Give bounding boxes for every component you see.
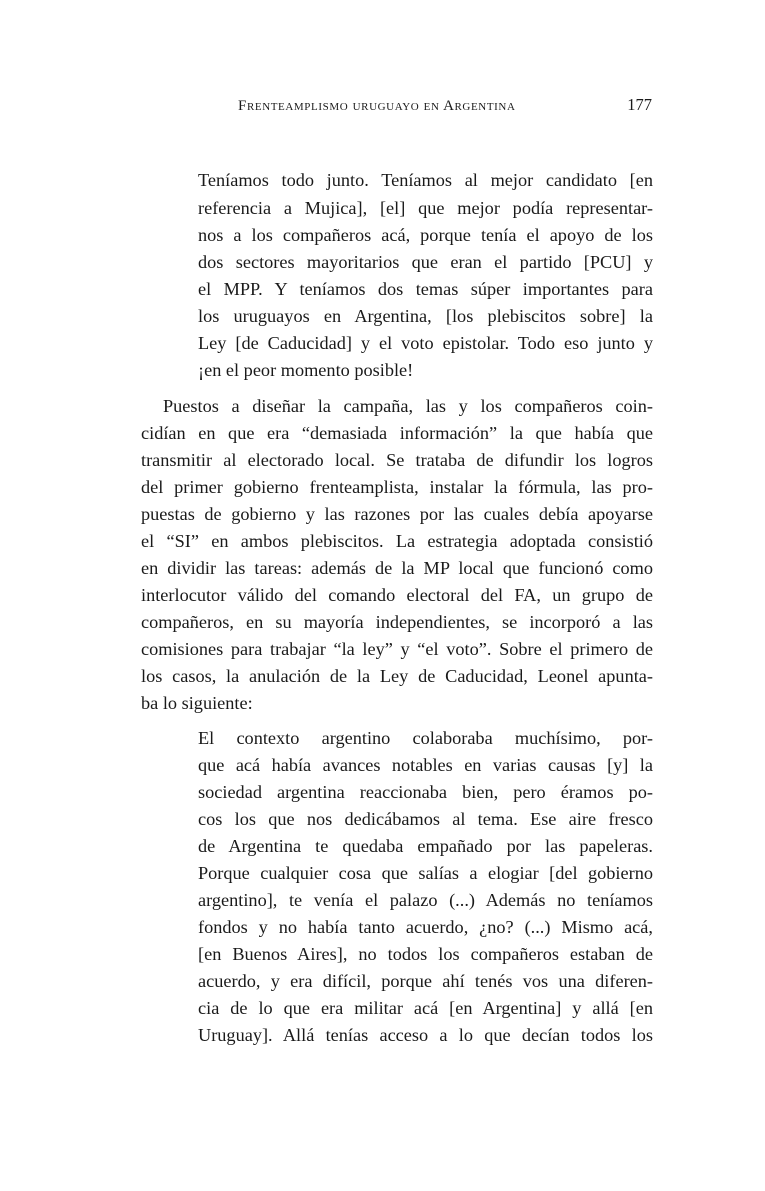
quote-line: argentino], te venía el palazo (...) Además no teníamos (198, 890, 653, 910)
quote-line: referencia a Mujica], [el] que mejor podía representar- (198, 198, 653, 218)
quote-line: los uruguayos en Argentina, [los plebiscitos sobre] la (198, 306, 653, 326)
quote-line: de Argentina te quedaba empañado por las papeleras. (198, 836, 653, 856)
paragraph-line: transmitir al electorado local. Se trataba de difundir los logros (141, 450, 653, 470)
paragraph-line: puestas de gobierno y las razones por las cuales debía apoyarse (141, 504, 653, 524)
quote-line: [en Buenos Aires], no todos los compañeros estaban de (198, 944, 653, 964)
paragraph-line: comisiones para trabajar “la ley” y “el voto”. Sobre el primero de (141, 639, 653, 659)
quote-line: acuerdo, y era difícil, porque ahí tenés vos una diferen- (198, 971, 653, 991)
paragraph-line: cidían en que era “demasiada información” la que había que (141, 423, 653, 443)
paragraph-line: ba lo siguiente: (141, 693, 253, 713)
running-title: Frenteamplismo uruguayo en Argentina (238, 98, 516, 114)
running-header (0, 95, 765, 122)
quote-line: nos a los compañeros acá, porque tenía el apoyo de los (198, 225, 653, 245)
paragraph-line: interlocutor válido del comando electoral del FA, un grupo de (141, 585, 653, 605)
quote-line: Porque cualquier cosa que salías a elogiar [del gobierno (198, 863, 653, 883)
quote-line: cia de lo que era militar acá [en Argentina] y allá [en (198, 998, 653, 1018)
paragraph-line: en dividir las tareas: además de la MP local que funcionó como (141, 558, 653, 578)
quote-line: Ley [de Caducidad] y el voto epistolar. Todo eso junto y (198, 333, 653, 353)
quote-line: sociedad argentina reaccionaba bien, pero éramos po- (198, 782, 653, 802)
paragraph-line: del primer gobierno frenteamplista, instalar la fórmula, las pro- (141, 477, 653, 497)
quote-line: cos los que nos dedicábamos al tema. Ese aire fresco (198, 809, 653, 829)
quote-line: Uruguay]. Allá tenías acceso a lo que decían todos los (198, 1025, 653, 1045)
quote-line: que acá había avances notables en varias causas [y] la (198, 755, 653, 775)
quote-line: El contexto argentino colaboraba muchísimo, por- (198, 728, 653, 748)
quote-line: ¡en el peor momento posible! (198, 360, 414, 380)
paragraph-line: Puestos a diseñar la campaña, las y los compañeros coin- (163, 396, 653, 416)
quote-line: fondos y no había tanto acuerdo, ¿no? (...) Mismo acá, (198, 917, 653, 937)
paragraph-line: el “SI” en ambos plebiscitos. La estrategia adoptada consistió (141, 531, 653, 551)
paragraph-line: los casos, la anulación de la Ley de Caducidad, Leonel apunta- (141, 666, 653, 686)
quote-line: el MPP. Y teníamos dos temas súper importantes para (198, 279, 653, 299)
quote-line: dos sectores mayoritarios que eran el partido [PCU] y (198, 252, 653, 272)
paragraph-line: compañeros, en su mayoría independientes, se incorporó a las (141, 612, 653, 632)
page-number: 177 (627, 95, 652, 114)
quote-line: Teníamos todo junto. Teníamos al mejor candidato [en (198, 170, 653, 190)
